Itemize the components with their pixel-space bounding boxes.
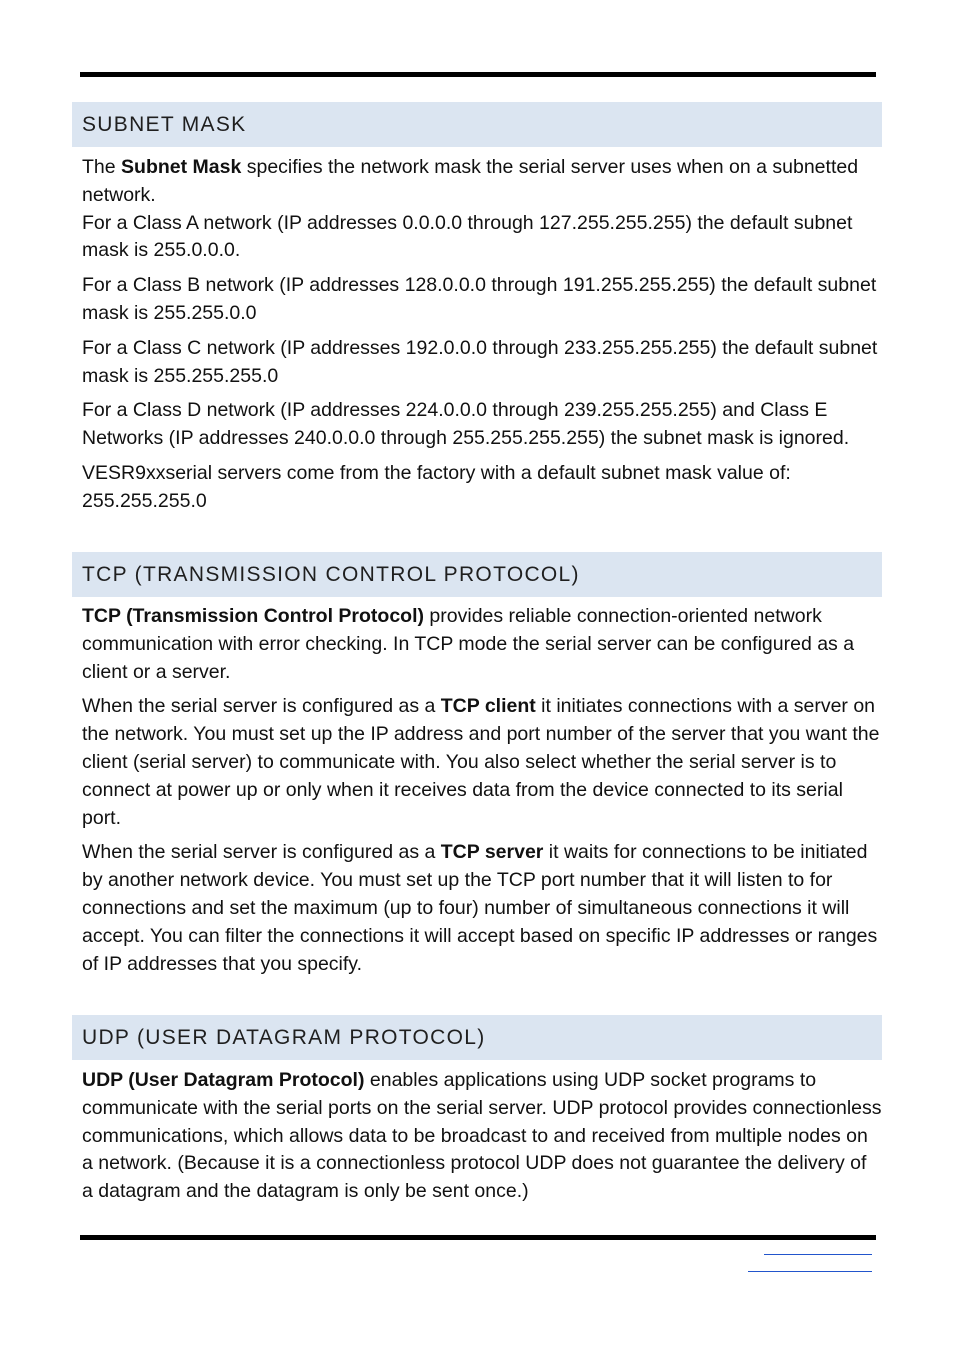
- paragraph: VESR9xxserial servers come from the factory with a default subnet mask value of: 255.255.255.0: [82, 461, 791, 512]
- paragraph: When the serial server is configured as a TCP server it waits for connections to be initiated by another network device. You must set up the TCP port number that it will listen to for connections and set the maximum (up to four) number of simultaneous connections it will accept. You can filter the connections it will accept based on specific IP addresses or ranges of IP addresses that you specify.: [82, 841, 878, 975]
- section-heading-udp: UDP (USER DATAGRAM PROTOCOL): [72, 1015, 882, 1060]
- paragraph: For a Class A network (IP addresses 0.0.0.0 through 127.255.255.255) the default subnet mask is 255.0.0.0.: [82, 211, 853, 262]
- paragraph: For a Class C network (IP addresses 192.0.0.0 through 233.255.255.255) the default subnet mask is 255.255.255.0: [82, 336, 878, 387]
- paragraph: For a Class B network (IP addresses 128.0.0.0 through 191.255.255.255) the default subnet mask is 255.255.0.0: [82, 274, 877, 324]
- section-body-subnet-mask: [82, 154, 882, 523]
- footer-link-underline[interactable]: [764, 1254, 872, 1255]
- section-heading-tcp: TCP (TRANSMISSION CONTROL PROTOCOL): [72, 552, 882, 597]
- section-body-udp: [82, 1067, 882, 1213]
- bottom-rule: [80, 1235, 876, 1240]
- paragraph: UDP (User Datagram Protocol) enables applications using UDP socket programs to communicate with the serial ports on the serial server. UDP protocol provides connectionless communications, which allows data to be broadcast to and received from multiple nodes on a network. (Because it is a connectionless protocol UDP does not guarantee the delivery of a datagram and the datagram is only be sent once.): [82, 1069, 882, 1203]
- paragraph: TCP (Transmission Control Protocol) provides reliable connection-oriented network communication with error checking. In TCP mode the serial server can be configured as a client or a server.: [82, 605, 855, 683]
- top-rule: [80, 72, 876, 77]
- footer-link-underline[interactable]: [748, 1271, 872, 1272]
- paragraph: For a Class D network (IP addresses 224.0.0.0 through 239.255.255.255) and Class E Networks (IP addresses 240.0.0.0 through 255.255.255.255) the subnet mask is ignored.: [82, 399, 850, 450]
- paragraph: The Subnet Mask specifies the network mask the serial server uses when on a subnetted network.: [82, 156, 859, 206]
- section-heading-subnet-mask: SUBNET MASK: [72, 102, 882, 147]
- paragraph: When the serial server is configured as a TCP client it initiates connections with a server on the network. You must set up the IP address and port number of the server that you want the client (serial server) to communicate with. You also select whether the serial server is to connect at power up or only when it receives data from the device connected to its serial port.: [82, 695, 880, 829]
- section-body-tcp: [82, 603, 882, 985]
